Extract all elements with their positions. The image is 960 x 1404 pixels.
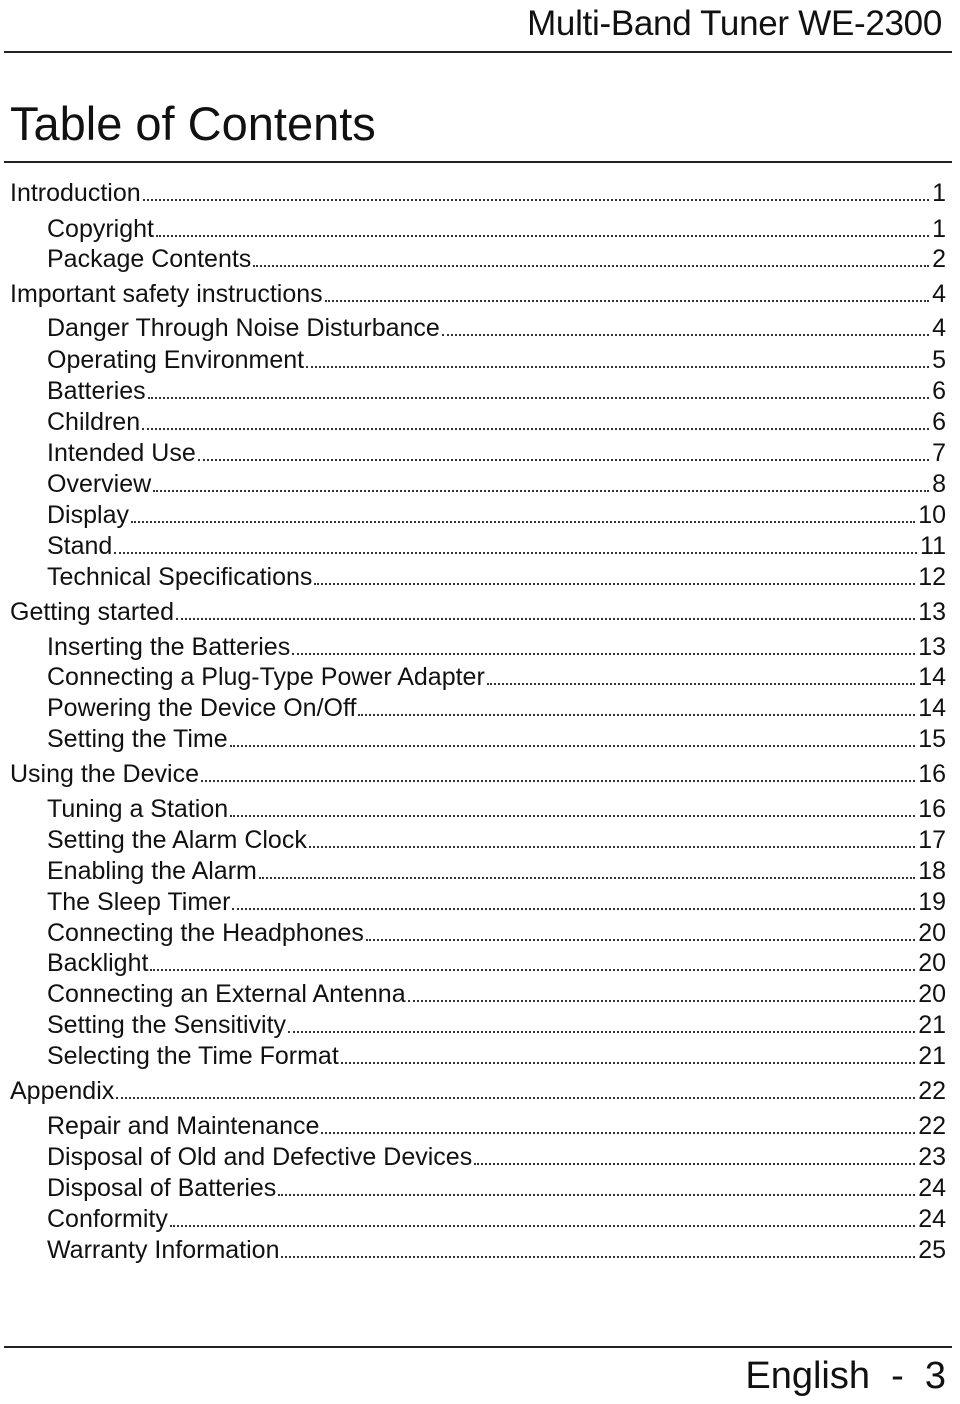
toc-entry-title: Conformity xyxy=(47,1205,168,1233)
toc-entry-title: Connecting an External Antenna xyxy=(47,980,406,1008)
dot-leader xyxy=(487,683,915,685)
toc-page-number: 20 xyxy=(918,919,946,947)
dot-leader xyxy=(366,939,915,941)
toc-page-number: 14 xyxy=(918,694,946,722)
toc-page-number: 8 xyxy=(932,470,946,498)
toc-entry[interactable] xyxy=(47,632,946,663)
toc-entry[interactable] xyxy=(47,1041,946,1072)
toc-entry-title: Getting started xyxy=(10,598,174,626)
dot-leader xyxy=(198,459,929,461)
toc-entry-title: Package Contents xyxy=(47,245,252,273)
toc-entry[interactable] xyxy=(47,979,946,1010)
toc-page-number: 5 xyxy=(932,346,946,374)
toc-page-number: 10 xyxy=(918,501,946,529)
dot-leader xyxy=(156,235,929,237)
toc-entry[interactable] xyxy=(47,662,946,693)
toc-page-number: 20 xyxy=(918,980,946,1008)
toc-entry-title: Setting the Sensitivity xyxy=(47,1011,287,1039)
toc-entry[interactable] xyxy=(47,724,946,755)
footer-divider xyxy=(4,1346,952,1348)
toc-entry[interactable] xyxy=(47,918,946,949)
toc-entry-title: Using the Device xyxy=(10,760,199,788)
dot-leader xyxy=(170,1225,915,1227)
toc-page-number: 25 xyxy=(918,1236,946,1264)
dot-leader xyxy=(408,1000,916,1002)
dot-leader xyxy=(230,745,916,747)
toc-page-number: 1 xyxy=(932,179,946,207)
running-header: Multi-Band Tuner WE-2300 xyxy=(527,4,942,43)
toc-entry-title: Danger Through Noise Disturbance xyxy=(47,314,440,342)
toc-entry[interactable] xyxy=(47,438,946,469)
toc-page-number: 11 xyxy=(920,532,946,560)
dot-leader xyxy=(314,583,915,585)
toc-entry-title: Selecting the Time Format xyxy=(47,1042,339,1070)
toc-page-number: 24 xyxy=(918,1174,946,1202)
toc-page-number: 23 xyxy=(918,1143,946,1171)
toc-entry[interactable] xyxy=(47,887,946,918)
toc-entry[interactable] xyxy=(47,531,946,562)
toc-entry[interactable] xyxy=(47,856,946,887)
toc-entry[interactable] xyxy=(47,407,946,438)
toc-entry[interactable] xyxy=(47,1142,946,1173)
toc-entry-title: Tuning a Station xyxy=(47,795,229,823)
toc-entry[interactable] xyxy=(47,1010,946,1041)
toc-entry-title: Batteries xyxy=(47,377,146,405)
toc-page-number: 16 xyxy=(918,795,946,823)
toc-page-number: 24 xyxy=(918,1205,946,1233)
dot-leader xyxy=(232,908,915,910)
toc-entry[interactable] xyxy=(10,759,946,790)
toc-entry[interactable] xyxy=(47,1111,946,1142)
dot-leader xyxy=(259,877,915,879)
toc-page-number: 12 xyxy=(918,563,946,591)
toc-entry-title: Inserting the Batteries xyxy=(47,633,291,661)
toc-entry-title: Appendix xyxy=(10,1077,115,1105)
toc-page-number: 21 xyxy=(918,1011,946,1039)
toc-entry[interactable] xyxy=(47,376,946,407)
toc-entry[interactable] xyxy=(47,313,946,344)
toc-entry[interactable] xyxy=(47,1235,946,1266)
toc-entry-title: Setting the Time xyxy=(47,725,228,753)
page-title: Table of Contents xyxy=(10,97,376,150)
toc-entry-title: Connecting a Plug-Type Power Adapter xyxy=(47,663,485,691)
toc-page-number: 22 xyxy=(918,1077,946,1105)
toc-entry-title: Setting the Alarm Clock xyxy=(47,826,307,854)
dot-leader xyxy=(131,521,915,523)
toc-entry-title: Enabling the Alarm xyxy=(47,857,257,885)
toc-page-number: 6 xyxy=(932,408,946,436)
toc-entry[interactable] xyxy=(47,1173,946,1204)
toc-entry[interactable] xyxy=(10,1076,946,1107)
dot-leader xyxy=(230,815,915,817)
toc-entry-title: Warranty Information xyxy=(47,1236,280,1264)
toc-entry-title: Important safety instructions xyxy=(10,280,323,308)
toc-page-number: 6 xyxy=(932,377,946,405)
toc-page-number: 17 xyxy=(918,826,946,854)
dot-leader xyxy=(143,199,929,201)
toc-page-number: 13 xyxy=(918,633,946,661)
toc-entry[interactable] xyxy=(47,825,946,856)
toc-entry[interactable] xyxy=(47,562,946,593)
toc-page-number: 19 xyxy=(918,888,946,916)
toc-entry-title: Children xyxy=(47,408,141,436)
dot-leader xyxy=(474,1163,915,1165)
toc-entry-title: Stand xyxy=(47,532,113,560)
dot-leader xyxy=(341,1062,915,1064)
dot-leader xyxy=(278,1194,915,1196)
toc-entry[interactable] xyxy=(47,1204,946,1235)
toc-entry[interactable] xyxy=(47,500,946,531)
toc-entry-title: Backlight xyxy=(47,949,149,977)
toc-entry[interactable] xyxy=(47,693,946,724)
toc-entry[interactable] xyxy=(47,469,946,500)
dot-leader xyxy=(153,490,929,492)
toc-entry[interactable] xyxy=(47,214,946,245)
toc-entry-title: The Sleep Timer xyxy=(47,888,231,916)
dot-leader xyxy=(148,397,929,399)
toc-entry[interactable] xyxy=(10,279,946,310)
toc-page-number: 4 xyxy=(932,280,946,308)
toc-entry-title: Connecting the Headphones xyxy=(47,919,364,947)
dot-leader xyxy=(358,714,915,716)
toc-page-number: 1 xyxy=(932,215,946,243)
dot-leader xyxy=(253,265,929,267)
toc-entry-title: Copyright xyxy=(47,215,154,243)
dot-leader xyxy=(116,1097,915,1099)
dot-leader xyxy=(114,552,917,554)
toc-page-number: 20 xyxy=(918,949,946,977)
toc-entry-title: Overview xyxy=(47,470,152,498)
dot-leader xyxy=(150,969,915,971)
toc-entry-title: Display xyxy=(47,501,129,529)
toc-page-number: 21 xyxy=(918,1042,946,1070)
dot-leader xyxy=(292,653,915,655)
toc-page-number: 2 xyxy=(932,245,946,273)
dot-leader xyxy=(325,300,929,302)
toc-entry[interactable] xyxy=(10,178,946,209)
dot-leader xyxy=(306,366,929,368)
footer-page-label: English - 3 xyxy=(745,1355,946,1397)
toc-entry[interactable] xyxy=(47,948,946,979)
dot-leader xyxy=(281,1256,915,1258)
dot-leader xyxy=(176,618,915,620)
dot-leader xyxy=(142,428,929,430)
toc-entry-title: Disposal of Batteries xyxy=(47,1174,277,1202)
dot-leader xyxy=(321,1132,915,1134)
toc-entry[interactable] xyxy=(47,244,946,275)
toc-entry-title: Disposal of Old and Defective Devices xyxy=(47,1143,473,1171)
toc-entry[interactable] xyxy=(47,794,946,825)
toc-page-number: 7 xyxy=(932,439,946,467)
toc-page-number: 18 xyxy=(918,857,946,885)
toc-entry-title: Repair and Maintenance xyxy=(47,1112,320,1140)
toc-entry-title: Powering the Device On/Off xyxy=(47,694,357,722)
dot-leader xyxy=(288,1031,915,1033)
dot-leader xyxy=(309,846,915,848)
toc-entry-title: Technical Specifications xyxy=(47,563,313,591)
dot-leader xyxy=(201,780,915,782)
toc-entry[interactable] xyxy=(47,345,946,376)
toc-page-number: 4 xyxy=(932,314,946,342)
toc-page-number: 15 xyxy=(918,725,946,753)
toc-entry-title: Intended Use xyxy=(47,439,196,467)
toc-page-number: 16 xyxy=(918,760,946,788)
toc-page-number: 22 xyxy=(918,1112,946,1140)
toc-entry-title: Operating Environment xyxy=(47,346,305,374)
toc-entry[interactable] xyxy=(10,597,946,628)
toc-page-number: 14 xyxy=(918,663,946,691)
dot-leader xyxy=(442,334,929,336)
toc-entry-title: Introduction xyxy=(10,179,141,207)
toc-page-number: 13 xyxy=(918,598,946,626)
